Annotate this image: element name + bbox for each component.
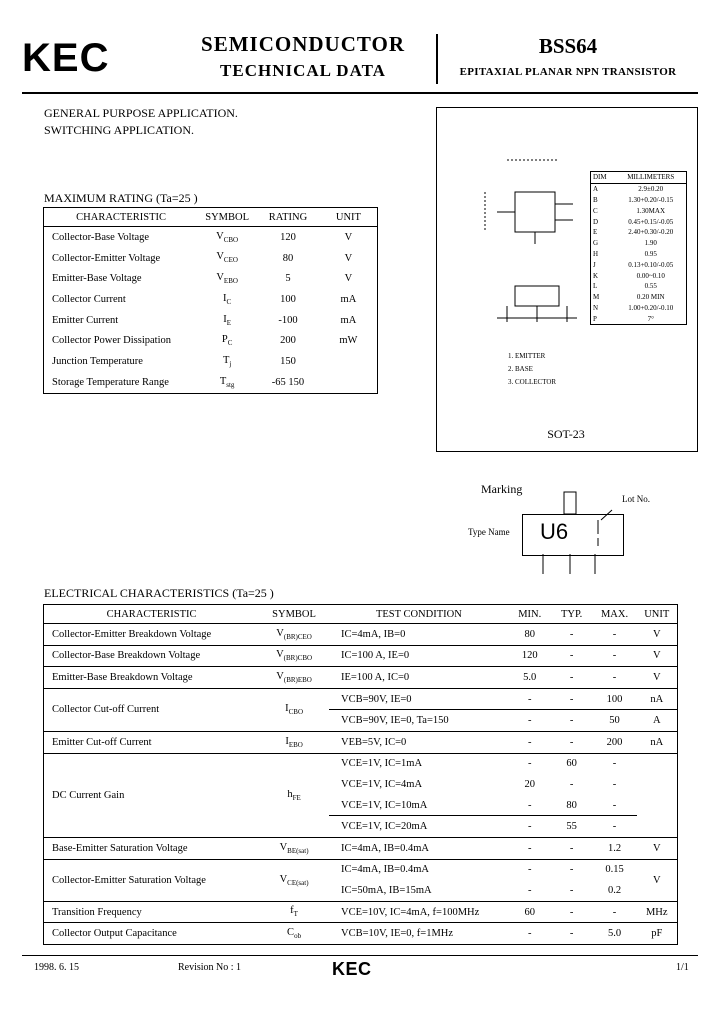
test-condition-cell: IE=100 A, IC=0 bbox=[329, 667, 509, 689]
characteristic-cell: Collector-Emitter Voltage bbox=[52, 252, 161, 264]
col-symbol: SYMBOL bbox=[259, 605, 329, 624]
dim-value: MILLIMETERS bbox=[627, 173, 675, 182]
max-cell: - bbox=[593, 645, 637, 667]
characteristic-cell: Collector-Base Breakdown Voltage bbox=[44, 645, 260, 667]
typ-cell: - bbox=[551, 837, 593, 859]
symbol-cell bbox=[259, 688, 329, 731]
symbol-subscript: stg bbox=[226, 380, 235, 389]
max-cell: - bbox=[612, 778, 617, 790]
dimension-table bbox=[590, 171, 687, 325]
test-condition-cell: VEB=5V, IC=0 bbox=[329, 731, 509, 753]
unit-cell: nA bbox=[637, 688, 678, 710]
col-characteristic: CHARACTERISTIC bbox=[44, 605, 260, 624]
symbol-letter: V bbox=[279, 841, 288, 853]
dim-value: 0.55 bbox=[644, 282, 657, 291]
rating-cell: 150 bbox=[280, 355, 296, 367]
part-number: BSS64 bbox=[538, 34, 598, 58]
symbol-letter: V bbox=[276, 649, 284, 661]
dim-value: 1.30+0.20/-0.15 bbox=[628, 195, 674, 204]
typ-cell: - bbox=[551, 645, 593, 667]
min-cell: - bbox=[509, 923, 551, 945]
symbol-cell bbox=[259, 923, 329, 945]
symbol-letter: T bbox=[222, 354, 230, 366]
max-cell: 5.0 bbox=[593, 923, 637, 945]
test-condition-cell: VCB=90V, IE=0 bbox=[329, 688, 509, 710]
dim-letter: H bbox=[593, 249, 599, 258]
symbol-cell bbox=[198, 227, 256, 248]
min-cell: - bbox=[509, 837, 551, 859]
max-cell: 1.2 bbox=[593, 837, 637, 859]
symbol-cell bbox=[259, 753, 329, 837]
test-condition-cell: VCB=90V, IE=0, Ta=150 bbox=[329, 710, 509, 732]
min-cell: - bbox=[509, 816, 551, 838]
symbol-cell bbox=[259, 731, 329, 753]
typ-cell: - bbox=[551, 923, 593, 945]
symbol-letter: V bbox=[216, 251, 224, 263]
dimension-row bbox=[591, 205, 687, 216]
col-typ: TYP. bbox=[551, 605, 593, 624]
unit-cell: V bbox=[637, 667, 678, 689]
symbol-subscript: CBO bbox=[288, 708, 304, 717]
unit-cell: V bbox=[344, 252, 353, 264]
dim-value: 0.95 bbox=[644, 249, 657, 258]
unit-cell: mW bbox=[339, 335, 358, 347]
dimension-row bbox=[591, 216, 687, 227]
symbol-cell bbox=[259, 859, 329, 901]
table-row bbox=[44, 667, 678, 689]
min-cell: 60 bbox=[509, 901, 551, 923]
symbol-letter: V bbox=[276, 670, 284, 682]
header-rule bbox=[22, 92, 698, 94]
symbol-cell bbox=[198, 372, 256, 393]
max-cell: 0.2 bbox=[607, 884, 622, 896]
min-cell: 20 bbox=[524, 778, 535, 790]
table-row bbox=[44, 372, 378, 393]
dim-letter: A bbox=[593, 185, 599, 194]
symbol-subscript: ob bbox=[294, 932, 302, 941]
table-row bbox=[44, 268, 378, 289]
dimension-row bbox=[591, 270, 687, 281]
part-description: EPITAXIAL PLANAR NPN TRANSISTOR bbox=[459, 66, 677, 78]
symbol-cell bbox=[259, 901, 329, 923]
dim-value: 0.13+0.10/-0.05 bbox=[628, 260, 674, 269]
symbol-cell bbox=[198, 330, 256, 351]
marking-pins bbox=[515, 490, 625, 576]
table-row bbox=[44, 645, 678, 667]
unit-cell: V bbox=[637, 837, 678, 859]
max-cell: 200 bbox=[593, 731, 637, 753]
unit-cell: mA bbox=[340, 293, 357, 305]
unit-cell bbox=[320, 351, 378, 372]
table-row bbox=[44, 227, 378, 248]
characteristic-cell: Base-Emitter Saturation Voltage bbox=[44, 837, 260, 859]
test-condition-cell: IC=50mA, IB=15mA bbox=[340, 884, 432, 896]
table-row bbox=[44, 923, 678, 945]
characteristic-cell: Collector-Base Voltage bbox=[52, 231, 150, 243]
unit-cell: MHz bbox=[637, 901, 678, 923]
marking-title: Marking bbox=[481, 482, 523, 496]
header-divider bbox=[436, 34, 438, 84]
dimension-row bbox=[591, 238, 687, 249]
rating-cell: -65 150 bbox=[271, 376, 305, 388]
symbol-cell bbox=[198, 268, 256, 289]
kec-logo: KEC bbox=[22, 36, 110, 80]
symbol-letter: P bbox=[221, 334, 228, 346]
col-characteristic: CHARACTERISTIC bbox=[44, 208, 199, 227]
dimension-row bbox=[591, 292, 687, 303]
max-rating-title: MAXIMUM RATING (Ta=25 ) bbox=[44, 191, 198, 205]
dim-letter: J bbox=[593, 260, 596, 269]
symbol-letter: I bbox=[285, 735, 289, 747]
symbol-cell bbox=[198, 289, 256, 310]
table-row bbox=[44, 248, 378, 269]
test-condition-cell: IC=4mA, IB=0 bbox=[340, 628, 406, 640]
application-2: SWITCHING APPLICATION. bbox=[44, 123, 194, 137]
min-cell: - bbox=[509, 710, 551, 732]
footer-date: 1998. 6. 15 bbox=[34, 962, 79, 973]
typ-cell: - bbox=[569, 628, 574, 640]
package-body-side-view bbox=[515, 286, 559, 306]
table-row bbox=[44, 837, 678, 859]
dimension-row bbox=[591, 183, 687, 194]
max-cell: - bbox=[612, 799, 617, 811]
rating-cell: 80 bbox=[282, 252, 294, 264]
characteristic-cell: Emitter-Base Breakdown Voltage bbox=[44, 667, 260, 689]
characteristic-cell: Emitter Cut-off Current bbox=[44, 731, 260, 753]
dim-letter: P bbox=[593, 314, 597, 323]
unit-cell: V bbox=[637, 859, 678, 901]
characteristic-cell: Collector Output Capacitance bbox=[44, 923, 260, 945]
symbol-letter: h bbox=[287, 788, 293, 800]
dimension-row bbox=[591, 313, 687, 324]
dimension-row bbox=[591, 259, 687, 270]
dim-value: 1.90 bbox=[644, 239, 657, 248]
unit-cell bbox=[637, 753, 678, 837]
symbol-subscript: C bbox=[227, 339, 233, 348]
rating-cell: 5 bbox=[285, 273, 291, 285]
dim-letter: B bbox=[593, 195, 598, 204]
unit-cell: mA bbox=[340, 314, 357, 326]
unit-cell: V bbox=[344, 273, 353, 285]
characteristic-cell: Emitter-Base Voltage bbox=[52, 273, 142, 285]
test-condition-cell: VCB=10V, IE=0, f=1MHz bbox=[329, 923, 509, 945]
dim-letter: K bbox=[593, 271, 599, 280]
test-condition-cell: IC=4mA, IB=0.4mA bbox=[329, 859, 509, 880]
test-condition-cell: VCE=1V, IC=4mA bbox=[340, 778, 423, 790]
characteristic-cell: Collector Cut-off Current bbox=[44, 688, 260, 731]
pin-2-label: 2. BASE bbox=[508, 365, 533, 373]
symbol-subscript: EBO bbox=[288, 740, 303, 749]
dim-letter: M bbox=[593, 293, 600, 302]
characteristic-cell: Transition Frequency bbox=[44, 901, 260, 923]
test-condition-cell: VCE=1V, IC=1mA bbox=[329, 753, 509, 774]
symbol-subscript: FE bbox=[292, 793, 301, 802]
dimension-row bbox=[591, 303, 687, 314]
typ-cell: 80 bbox=[566, 799, 577, 811]
unit-cell: V bbox=[344, 231, 353, 243]
symbol-subscript: (BR)CEO bbox=[283, 632, 312, 641]
symbol-letter: T bbox=[219, 375, 227, 387]
package-body-top-view bbox=[515, 192, 555, 232]
dim-value: 2.40+0.30/-0.20 bbox=[628, 228, 674, 237]
symbol-letter: f bbox=[290, 905, 294, 917]
table-row bbox=[44, 859, 678, 880]
min-cell: - bbox=[527, 884, 532, 896]
min-cell: 80 bbox=[524, 628, 535, 640]
col-min: MIN. bbox=[509, 605, 551, 624]
semiconductor-heading: SEMICONDUCTOR bbox=[201, 32, 405, 56]
symbol-letter: V bbox=[279, 873, 288, 885]
max-cell: - bbox=[593, 816, 637, 838]
table-row bbox=[44, 310, 378, 331]
symbol-subscript: (BR)CBO bbox=[283, 654, 313, 663]
characteristic-cell: Collector-Emitter Breakdown Voltage bbox=[52, 628, 212, 640]
symbol-letter: V bbox=[216, 230, 224, 242]
symbol-letter: V bbox=[216, 272, 224, 284]
col-symbol: SYMBOL bbox=[198, 208, 256, 227]
unit-cell: V bbox=[637, 645, 678, 667]
unit-cell bbox=[320, 372, 378, 393]
dim-value: 7° bbox=[647, 314, 654, 323]
symbol-subscript: (BR)EBO bbox=[283, 676, 312, 685]
dimension-row bbox=[591, 172, 687, 184]
type-name-label: Type Name bbox=[468, 527, 510, 537]
footer-revision: Revision No : 1 bbox=[178, 962, 242, 973]
symbol-cell bbox=[198, 351, 256, 372]
col-unit: UNIT bbox=[320, 208, 378, 227]
table-row bbox=[44, 688, 678, 710]
symbol-subscript: BE(sat) bbox=[287, 846, 309, 855]
characteristic-cell: Collector Current bbox=[52, 293, 126, 305]
typ-cell: - bbox=[569, 884, 574, 896]
technical-data-heading: TECHNICAL DATA bbox=[220, 61, 386, 80]
symbol-cell bbox=[259, 837, 329, 859]
symbol-letter: C bbox=[287, 927, 295, 939]
dim-letter: E bbox=[593, 228, 598, 237]
min-cell: 5.0 bbox=[509, 667, 551, 689]
min-cell: - bbox=[509, 731, 551, 753]
dim-value: 0.00~0.10 bbox=[636, 271, 665, 280]
max-cell: 100 bbox=[593, 688, 637, 710]
dim-letter: C bbox=[593, 206, 598, 215]
lot-no-label: Lot No. bbox=[622, 494, 650, 504]
dim-letter: L bbox=[593, 282, 598, 291]
max-cell: - bbox=[612, 628, 617, 640]
typ-cell: - bbox=[551, 859, 593, 880]
typ-cell: - bbox=[569, 778, 574, 790]
characteristic-cell: DC Current Gain bbox=[44, 753, 260, 837]
test-condition-cell: VCE=10V, IC=4mA, f=100MHz bbox=[329, 901, 509, 923]
table-row bbox=[44, 731, 678, 753]
application-1: GENERAL PURPOSE APPLICATION. bbox=[44, 106, 238, 120]
min-cell: - bbox=[527, 799, 532, 811]
dimension-row bbox=[591, 227, 687, 238]
dim-value: 1.30MAX bbox=[636, 206, 666, 215]
table-row bbox=[44, 330, 378, 351]
table-row bbox=[44, 351, 378, 372]
symbol-cell bbox=[198, 310, 256, 331]
dimension-row bbox=[591, 249, 687, 260]
symbol-cell bbox=[259, 645, 329, 667]
dim-value: 2.9±0.20 bbox=[638, 185, 664, 194]
symbol-subscript: CEO bbox=[223, 256, 238, 265]
min-cell: - bbox=[509, 859, 551, 880]
symbol-subscript: EBO bbox=[223, 277, 238, 286]
pin-1-label: 1. EMITTER bbox=[508, 352, 546, 360]
col-test-condition: TEST CONDITION bbox=[329, 605, 509, 624]
symbol-subscript: T bbox=[293, 910, 298, 919]
symbol-subscript: j bbox=[229, 360, 232, 369]
footer-page: 1/1 bbox=[676, 962, 689, 973]
symbol-subscript: CE(sat) bbox=[287, 878, 309, 887]
col-unit: UNIT bbox=[637, 605, 678, 624]
elec-char-table bbox=[43, 604, 678, 945]
col-rating: RATING bbox=[256, 208, 320, 227]
unit-cell: nA bbox=[637, 731, 678, 753]
unit-cell: pF bbox=[637, 923, 678, 945]
max-rating-table bbox=[43, 207, 378, 394]
unit-cell: V bbox=[652, 628, 661, 640]
max-rating-header-row bbox=[44, 208, 378, 227]
test-condition-cell: IC=100 A, IE=0 bbox=[329, 645, 509, 667]
rating-cell: 100 bbox=[280, 293, 296, 305]
symbol-letter: I bbox=[285, 703, 289, 715]
symbol-cell bbox=[198, 248, 256, 269]
dim-value: 0.20 MIN bbox=[636, 293, 665, 302]
symbol-subscript: E bbox=[226, 318, 232, 327]
symbol-subscript: CBO bbox=[223, 235, 239, 244]
test-condition-cell: IC=4mA, IB=0.4mA bbox=[329, 837, 509, 859]
table-row bbox=[44, 624, 678, 646]
test-condition-cell: VCE=1V, IC=10mA bbox=[340, 799, 428, 811]
dim-value: 0.45+0.15/-0.05 bbox=[628, 217, 674, 226]
dim-value: 1.00+0.20/-0.10 bbox=[628, 303, 674, 312]
characteristic-cell: Collector Power Dissipation bbox=[52, 335, 171, 347]
marking-code: U6 bbox=[540, 519, 569, 544]
rating-cell: 120 bbox=[280, 231, 296, 243]
typ-cell: - bbox=[551, 901, 593, 923]
rating-cell: -100 bbox=[278, 314, 298, 326]
typ-cell: - bbox=[551, 710, 593, 732]
typ-cell: 60 bbox=[551, 753, 593, 774]
characteristic-cell: Emitter Current bbox=[52, 314, 119, 326]
dim-letter: N bbox=[593, 303, 599, 312]
max-cell: - bbox=[593, 667, 637, 689]
symbol-cell bbox=[259, 667, 329, 689]
symbol-letter: I bbox=[223, 313, 227, 325]
typ-cell: - bbox=[551, 688, 593, 710]
typ-cell: - bbox=[551, 731, 593, 753]
max-cell: - bbox=[593, 753, 637, 774]
dimension-row bbox=[591, 281, 687, 292]
test-condition-cell: VCE=1V, IC=20mA bbox=[329, 816, 509, 838]
table-row bbox=[44, 753, 678, 774]
table-row bbox=[44, 901, 678, 923]
dim-letter: G bbox=[593, 239, 599, 248]
symbol-cell bbox=[259, 624, 329, 646]
max-cell: 0.15 bbox=[593, 859, 637, 880]
characteristic-cell: Collector-Emitter Saturation Voltage bbox=[44, 859, 260, 901]
table-row bbox=[44, 289, 378, 310]
max-cell: 50 bbox=[593, 710, 637, 732]
symbol-letter: I bbox=[223, 292, 227, 304]
max-cell: - bbox=[593, 901, 637, 923]
elec-char-title: ELECTRICAL CHARACTERISTICS (Ta=25 ) bbox=[44, 586, 274, 600]
symbol-letter: V bbox=[276, 627, 284, 639]
col-max: MAX. bbox=[593, 605, 637, 624]
dim-letter: DIM bbox=[593, 173, 607, 182]
rating-cell: 200 bbox=[280, 335, 296, 347]
symbol-subscript: C bbox=[226, 297, 232, 306]
footer-rule bbox=[22, 955, 698, 956]
footer-kec-logo: KEC bbox=[332, 959, 372, 979]
elec-header-row bbox=[44, 605, 678, 624]
min-cell: - bbox=[509, 688, 551, 710]
typ-cell: - bbox=[551, 667, 593, 689]
min-cell: 120 bbox=[509, 645, 551, 667]
dimension-row bbox=[591, 195, 687, 206]
package-name: SOT-23 bbox=[547, 427, 585, 441]
characteristic-cell: Junction Temperature bbox=[52, 355, 143, 367]
typ-cell: 55 bbox=[551, 816, 593, 838]
characteristic-cell: Storage Temperature Range bbox=[52, 376, 169, 388]
unit-cell: A bbox=[637, 710, 678, 732]
min-cell: - bbox=[509, 753, 551, 774]
dim-letter: D bbox=[593, 217, 599, 226]
pin-3-label: 3. COLLECTOR bbox=[508, 378, 557, 386]
